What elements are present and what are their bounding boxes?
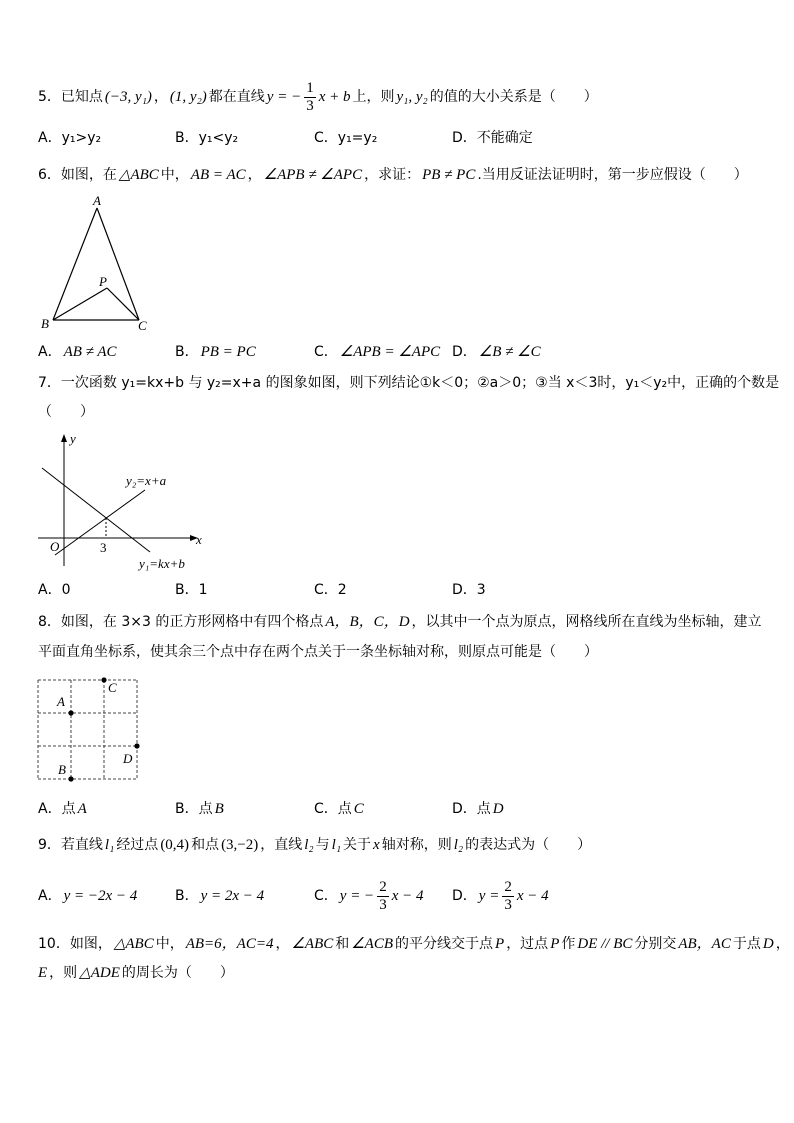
fraction-numerator: 2 [504, 878, 512, 895]
q5-variables: y₁, y₂ [396, 89, 428, 105]
option-math-post: x − 4 [516, 888, 549, 904]
q10-math-5: P [495, 936, 505, 952]
option-text: 点 [61, 801, 76, 817]
q8-label-b: B [58, 762, 66, 777]
q7-line-y1-label: y₁=kx+b [139, 556, 185, 571]
q10-math-4: ∠ACB [351, 936, 394, 952]
q8-label-d: D [123, 751, 133, 766]
q8-point-b [68, 776, 73, 781]
q7-y-axis-label: y [70, 431, 76, 446]
option-text: y₁<y₂ [198, 130, 239, 146]
q5-text-1: 已知点 [60, 89, 103, 105]
q7-stem-line-2: （ ） [38, 404, 94, 420]
q10-math-9: D [762, 936, 774, 952]
q10-stem-line-2 [38, 963, 234, 983]
q6-text-2: 中， [160, 167, 189, 183]
option-text: y₁>y₂ [61, 130, 102, 146]
option-point: A [77, 801, 87, 817]
option-point: D [492, 801, 504, 817]
q6-text-1: 如图，在 [60, 167, 117, 183]
q10-line2-math-1: E [38, 965, 48, 981]
q6-triangle-figure [38, 193, 158, 333]
q8-text-2: ，以其中一个点为原点，网格线所在直线为坐标轴，建立 [411, 614, 762, 630]
option-text: 2 [337, 582, 347, 598]
q9-option-c [314, 878, 425, 913]
option-letter: A． [38, 344, 62, 360]
q10-math-8: AB，AC [678, 936, 731, 952]
q6-text-3: ， [247, 167, 262, 183]
fraction-denominator: 3 [379, 896, 387, 913]
option-letter: D． [452, 130, 477, 146]
option-letter: C． [314, 888, 338, 904]
q10-text-6: ，过点 [506, 936, 549, 952]
q6-number: 6． [38, 167, 61, 183]
option-letter: C． [314, 801, 338, 817]
q5-fraction-denominator: 3 [306, 97, 314, 114]
q5-point-1: (−3, y₁) [104, 89, 152, 105]
q10-text-4: 和 [335, 936, 350, 952]
q10-math-7: DE // BC [577, 936, 633, 952]
q9-point-2: (3,−2) [221, 837, 259, 853]
q10-text-2: 中， [155, 936, 184, 952]
q9-option-a [38, 886, 139, 906]
q6-option-d [452, 342, 543, 362]
q6-option-b [175, 342, 258, 362]
q9-text-7: 轴对称，则 [381, 837, 452, 853]
q5-option-a [38, 128, 101, 148]
q7-option-d [452, 580, 486, 600]
q6-segment-ac [97, 208, 139, 320]
q10-math-1: △ABC [113, 936, 154, 952]
q8-stem-line-2: 平面直角坐标系，使其余三个点中存在两个点关于一条坐标轴对称，则原点可能是（ ） [38, 644, 598, 660]
q6-segment-pc [107, 288, 139, 320]
option-math-pre: y = − [339, 888, 375, 904]
q9-text-8: 的表达式为（ ） [465, 837, 592, 853]
q9-option-d [452, 878, 551, 913]
q10-text-9: 于点 [732, 936, 761, 952]
q5-option-c [314, 128, 377, 148]
q10-text-5: 的平分线交于点 [395, 936, 494, 952]
q7-tick-label: 3 [100, 540, 107, 555]
q9-line-l1: l₁ [104, 837, 115, 853]
q5-option-b [175, 128, 238, 148]
option-math: ∠B ≠ ∠C [478, 344, 541, 360]
q9-number: 9． [38, 837, 61, 853]
option-math-pre: y = [478, 888, 500, 904]
q9-x-variable: x [373, 837, 380, 853]
option-letter: C． [314, 582, 338, 598]
option-math: AB ≠ AC [63, 344, 117, 360]
q8-option-c [314, 799, 366, 819]
q5-point-2: (1, y₂) [169, 89, 207, 105]
q5-equation-right: x + b [318, 89, 351, 105]
fraction-denominator: 3 [504, 896, 512, 913]
q5-fraction-numerator: 1 [306, 79, 314, 96]
option-letter: C． [314, 130, 338, 146]
q10-text-3: ， [275, 936, 290, 952]
q10-math-3: ∠ABC [291, 936, 334, 952]
option-math: y = 2x − 4 [200, 888, 265, 904]
option-letter: D． [452, 582, 477, 598]
q10-text-1: 10．如图， [38, 936, 112, 952]
option-letter: A． [38, 582, 62, 598]
option-letter: C． [314, 344, 338, 360]
fraction-numerator: 2 [379, 878, 387, 895]
option-letter: D． [452, 801, 477, 817]
q9-option-b [175, 886, 266, 906]
q6-math-4: PB ≠ PC [422, 167, 476, 183]
option-text: 3 [476, 582, 486, 598]
option-letter: A． [38, 130, 62, 146]
q7-option-b [175, 580, 208, 600]
option-text: 点 [198, 801, 213, 817]
option-fraction [377, 879, 389, 914]
q6-label-b: B [41, 316, 49, 331]
q5-text-3: 上，则 [352, 89, 395, 105]
q8-points: A，B，C，D [325, 614, 410, 630]
q5-text-4: 的值的大小关系是（ ） [429, 89, 598, 105]
q9-line-l1-again: l₁ [331, 837, 342, 853]
option-text: 0 [61, 582, 71, 598]
option-letter: D． [452, 344, 477, 360]
option-letter: A． [38, 888, 62, 904]
option-letter: B． [175, 582, 199, 598]
q8-option-b [175, 799, 226, 819]
q10-text-10: ， [775, 936, 790, 952]
q6-math-2: AB = AC [190, 167, 246, 183]
option-point: B [214, 801, 224, 817]
option-math: PB = PC [200, 344, 256, 360]
option-math: ∠APB = ∠APC [339, 344, 441, 360]
q7-x-axis-label: x [196, 532, 202, 547]
q10-math-6: P [550, 936, 560, 952]
q10-line2-text-1: ，则 [49, 965, 78, 981]
q5-text-2: 都在直线 [208, 89, 265, 105]
option-fraction [502, 879, 514, 914]
q8-option-d [452, 799, 506, 819]
q8-option-a [38, 799, 89, 819]
q6-text-5: .当用反证法证明时，第一步应假设（ ） [477, 167, 748, 183]
q10-math-2: AB=6，AC=4 [185, 936, 274, 952]
q8-point-c [101, 677, 106, 682]
option-letter: D． [452, 888, 477, 904]
q6-segment-bp [53, 288, 107, 320]
q6-label-c: C [138, 318, 147, 333]
q9-text-3: 和点 [191, 837, 220, 853]
q8-stem-line-1 [38, 612, 762, 632]
q10-text-7: 作 [561, 936, 576, 952]
q8-label-c: C [108, 680, 117, 695]
q5-fraction [304, 80, 316, 115]
q9-stem [38, 835, 591, 855]
q7-line-y2-label: y₂=x+a [126, 473, 167, 488]
q6-option-a [38, 342, 119, 362]
q5-number: 5． [38, 89, 61, 105]
q6-math-3: ∠APB ≠ ∠APC [263, 167, 363, 183]
q7-graph-figure [36, 430, 216, 575]
q5-separator: ， [153, 89, 168, 105]
q6-stem [38, 165, 748, 185]
q9-text-1: 若直线 [60, 837, 103, 853]
q9-text-5: 与 [315, 837, 330, 853]
q10-line2-text-2: 的周长为（ ） [121, 965, 234, 981]
option-math: y = −2x − 4 [63, 888, 138, 904]
option-letter: B． [175, 130, 199, 146]
q9-text-6: 关于 [343, 837, 372, 853]
option-text: 点 [476, 801, 491, 817]
q10-text-8: 分别交 [634, 936, 677, 952]
q7-option-c [314, 580, 347, 600]
q6-label-p: P [99, 274, 107, 289]
option-text: y₁=y₂ [337, 130, 378, 146]
option-letter: A． [38, 801, 62, 817]
q9-text-4: ，直线 [260, 837, 303, 853]
q8-label-a: A [57, 694, 65, 709]
q9-line-l2: l₂ [304, 837, 314, 853]
option-letter: B． [175, 801, 199, 817]
q7-y-axis-arrow [61, 434, 67, 442]
option-letter: B． [175, 344, 199, 360]
q9-line-l2-again: l₂ [453, 837, 464, 853]
q10-stem-line-1 [38, 934, 790, 954]
q6-text-4: ，求证： [364, 167, 421, 183]
q9-text-2: 经过点 [116, 837, 159, 853]
option-math-post: x − 4 [391, 888, 424, 904]
option-text: 1 [198, 582, 208, 598]
q6-label-a: A [93, 193, 101, 208]
option-letter: B． [175, 888, 199, 904]
option-point: C [353, 801, 364, 817]
q7-origin-label: O [50, 539, 60, 554]
q8-point-d [134, 743, 139, 748]
q6-option-c [314, 342, 442, 362]
q8-point-a [68, 710, 73, 715]
q6-math-1: △ABC [118, 167, 159, 183]
q10-line2-math-2: △ADE [79, 965, 120, 981]
q6-segment-ab [53, 208, 97, 320]
q8-text-1: 8．如图，在 3×3 的正方形网格中有四个格点 [38, 614, 324, 630]
q5-option-d [452, 128, 533, 148]
q5-stem [38, 79, 598, 114]
q8-grid-figure [30, 672, 150, 787]
q5-equation-left: y = − [266, 89, 302, 105]
option-text: 不能确定 [476, 130, 533, 146]
option-text: 点 [337, 801, 352, 817]
q9-point-1: (0,4) [160, 837, 190, 853]
q7-option-a [38, 580, 71, 600]
q7-stem-line-1: 7．一次函数 y₁=kx+b 与 y₂=x+a 的图象如图，则下列结论①k＜0；②a＞0；③当 x＜3时，y₁＜y₂中，正确的个数是 [38, 375, 780, 391]
